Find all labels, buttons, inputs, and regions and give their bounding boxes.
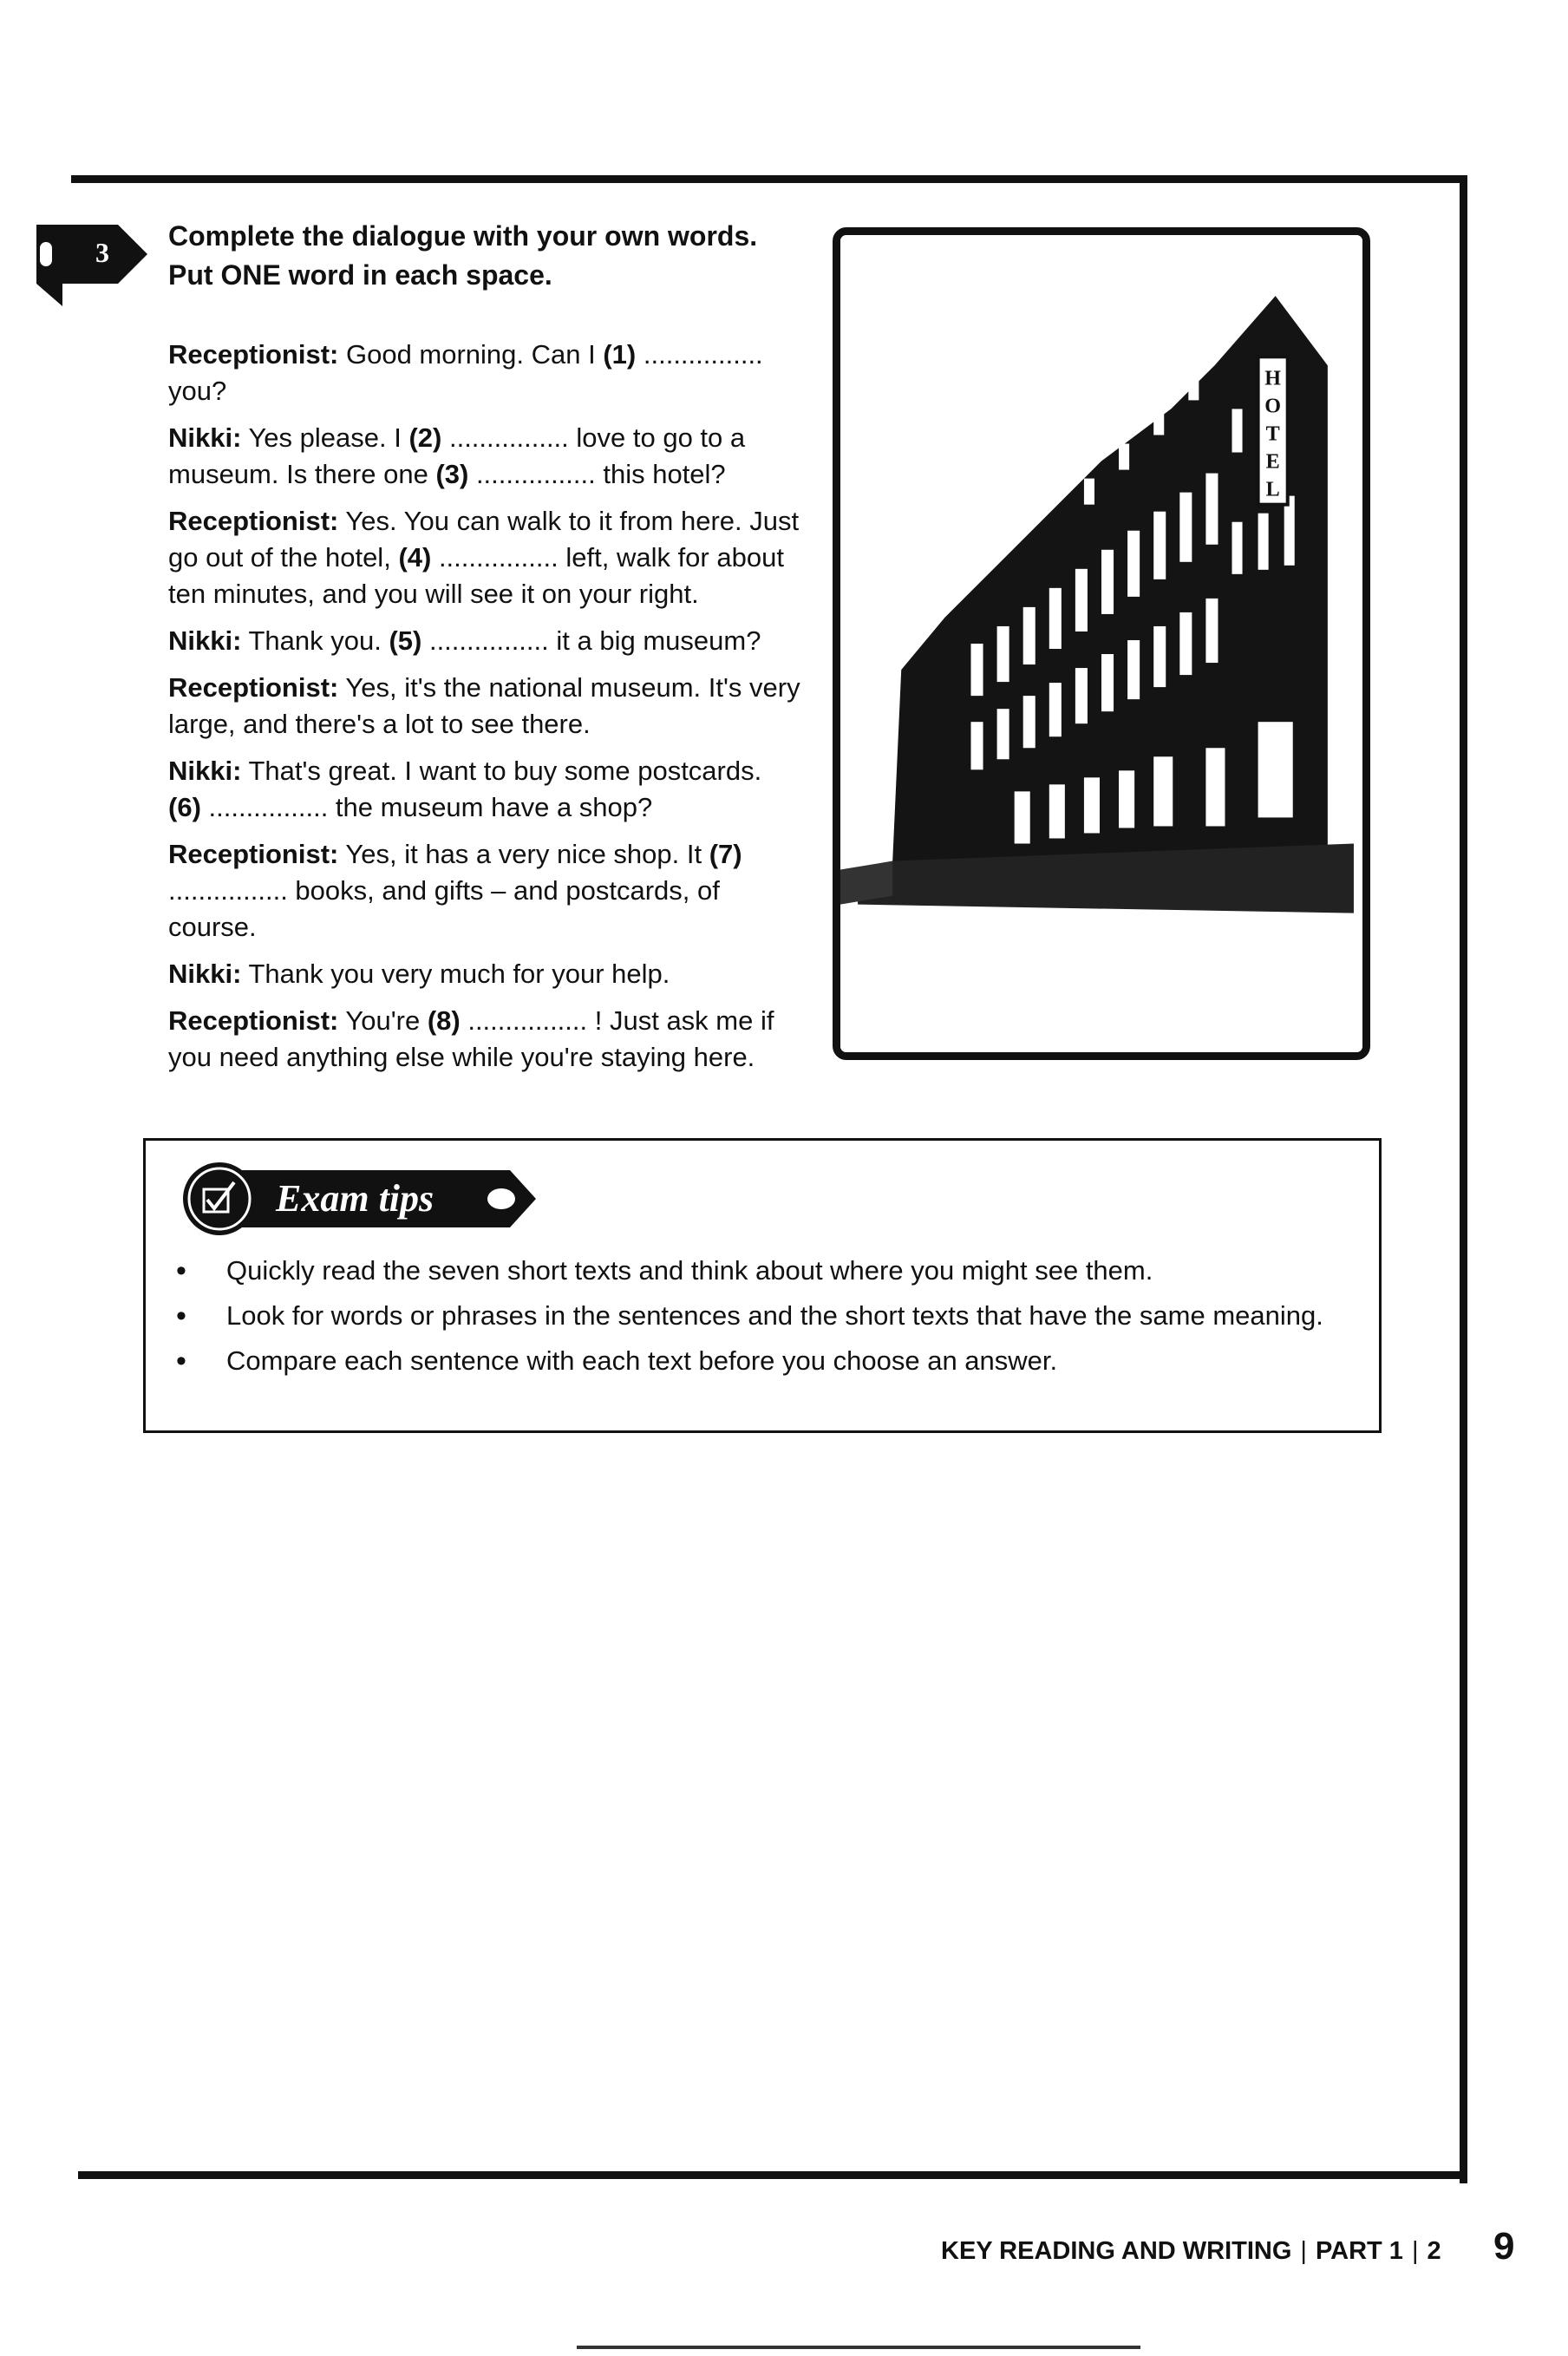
speaker-name: Nikki: <box>168 625 242 656</box>
gap-number: (4) <box>398 542 432 573</box>
speaker-name: Nikki: <box>168 959 242 989</box>
speaker-name: Nikki: <box>168 756 242 786</box>
speaker-name: Receptionist: <box>168 506 339 536</box>
gap-number: (7) <box>709 839 742 869</box>
dialogue-text: Yes, it has a very nice shop. It <box>338 839 709 869</box>
instruction-line-1: Complete the dialogue with your own words. <box>168 220 758 252</box>
dialogue-text: ................ the museum have a shop? <box>200 792 653 822</box>
exam-tips-title: Exam tips <box>276 1177 434 1220</box>
hotel-sign-letter: H <box>1264 367 1282 390</box>
dialogue-text: Thank you very much for your help. <box>241 959 670 989</box>
dialogue-text: ................ left, walk for about ten minutes, and you will see it on your right. <box>168 542 784 609</box>
gap-number: (8) <box>427 1005 461 1036</box>
page-number: 9 <box>1493 2225 1515 2268</box>
exam-tip-item: • Quickly read the seven short texts and think about where you might see them. <box>176 1253 1323 1288</box>
dialogue-text: ................ you? <box>168 339 763 406</box>
exam-tips-list <box>176 1253 1323 1389</box>
gap-number: (1) <box>603 339 637 370</box>
dialogue-text: ................ this hotel? <box>468 459 726 489</box>
page-footer <box>941 2229 1441 2273</box>
speaker-name: Receptionist: <box>168 1005 339 1036</box>
dialogue-text: Yes please. I <box>241 422 409 453</box>
footer-separator: | <box>1300 2237 1307 2265</box>
exam-tip-item: • Compare each sentence with each text before you choose an answer. <box>176 1344 1323 1378</box>
dialogue-text: ................ ! Just ask me if you need anything else while you're staying here. <box>168 1005 774 1072</box>
dialogue-text: Yes, it's the national museum. It's very large, and there's a lot to see there. <box>168 672 800 739</box>
dialogue-text: Yes. You can walk to it from here. Just go out of the hotel, <box>168 506 800 573</box>
hotel-sign-letter: L <box>1265 478 1280 501</box>
dialogue-turn <box>168 836 801 946</box>
hotel-sign-letter: E <box>1265 450 1280 474</box>
gap-number: (5) <box>389 625 422 656</box>
dialogue-turn <box>168 503 801 612</box>
dialogue-text: Good morning. Can I <box>338 339 604 370</box>
dialogue-text: Thank you. <box>241 625 389 656</box>
hotel-sign-letter: O <box>1264 395 1282 418</box>
top-rule <box>71 175 1467 183</box>
dialogue-turn <box>168 670 801 743</box>
footer-book-title: KEY READING AND WRITING <box>941 2237 1292 2265</box>
hotel-sign-letter: T <box>1265 422 1280 446</box>
exercise-number-badge <box>33 221 150 308</box>
dialogue <box>168 337 801 1086</box>
dialogue-turn <box>168 420 801 493</box>
gap-number: (3) <box>435 459 469 489</box>
exam-tip-item: • Look for words or phrases in the sentences and the short texts that have the same meaning. <box>176 1299 1323 1333</box>
gap-number: (6) <box>168 792 201 822</box>
hotel-photo <box>833 227 1370 1060</box>
dialogue-text: You're <box>338 1005 428 1036</box>
speaker-name: Receptionist: <box>168 672 339 703</box>
speaker-name: Receptionist: <box>168 339 339 370</box>
exercise-number: 3 <box>95 237 109 268</box>
footer-section: 2 <box>1427 2237 1441 2265</box>
gap-number: (2) <box>408 422 442 453</box>
dialogue-turn <box>168 753 801 826</box>
speaker-name: Nikki: <box>168 422 242 453</box>
footer-separator: | <box>1411 2237 1419 2265</box>
exam-tips-badge <box>180 1160 545 1238</box>
hotel-building-image <box>840 235 1362 1052</box>
dialogue-turn <box>168 1003 801 1076</box>
dialogue-text: ................ it a big museum? <box>421 625 761 656</box>
speaker-name: Receptionist: <box>168 839 339 869</box>
exam-tips-box <box>143 1138 1382 1433</box>
dialogue-turn <box>168 956 801 992</box>
dialogue-turn <box>168 623 801 659</box>
footer-edge-line <box>577 2346 1140 2349</box>
footer-part: PART 1 <box>1315 2237 1403 2265</box>
dialogue-turn <box>168 337 801 409</box>
bottom-rule <box>78 2171 1467 2179</box>
instruction-line-2: Put ONE word in each space. <box>168 259 552 291</box>
dialogue-text: ................ books, and gifts – and postcards, of course. <box>168 875 720 942</box>
exercise-instructions <box>168 217 827 295</box>
dialogue-text: ................ love to go to a museum. Is there one <box>168 422 746 489</box>
dialogue-text: That's great. I want to buy some postcards. <box>241 756 762 786</box>
right-rule <box>1460 175 1467 2183</box>
